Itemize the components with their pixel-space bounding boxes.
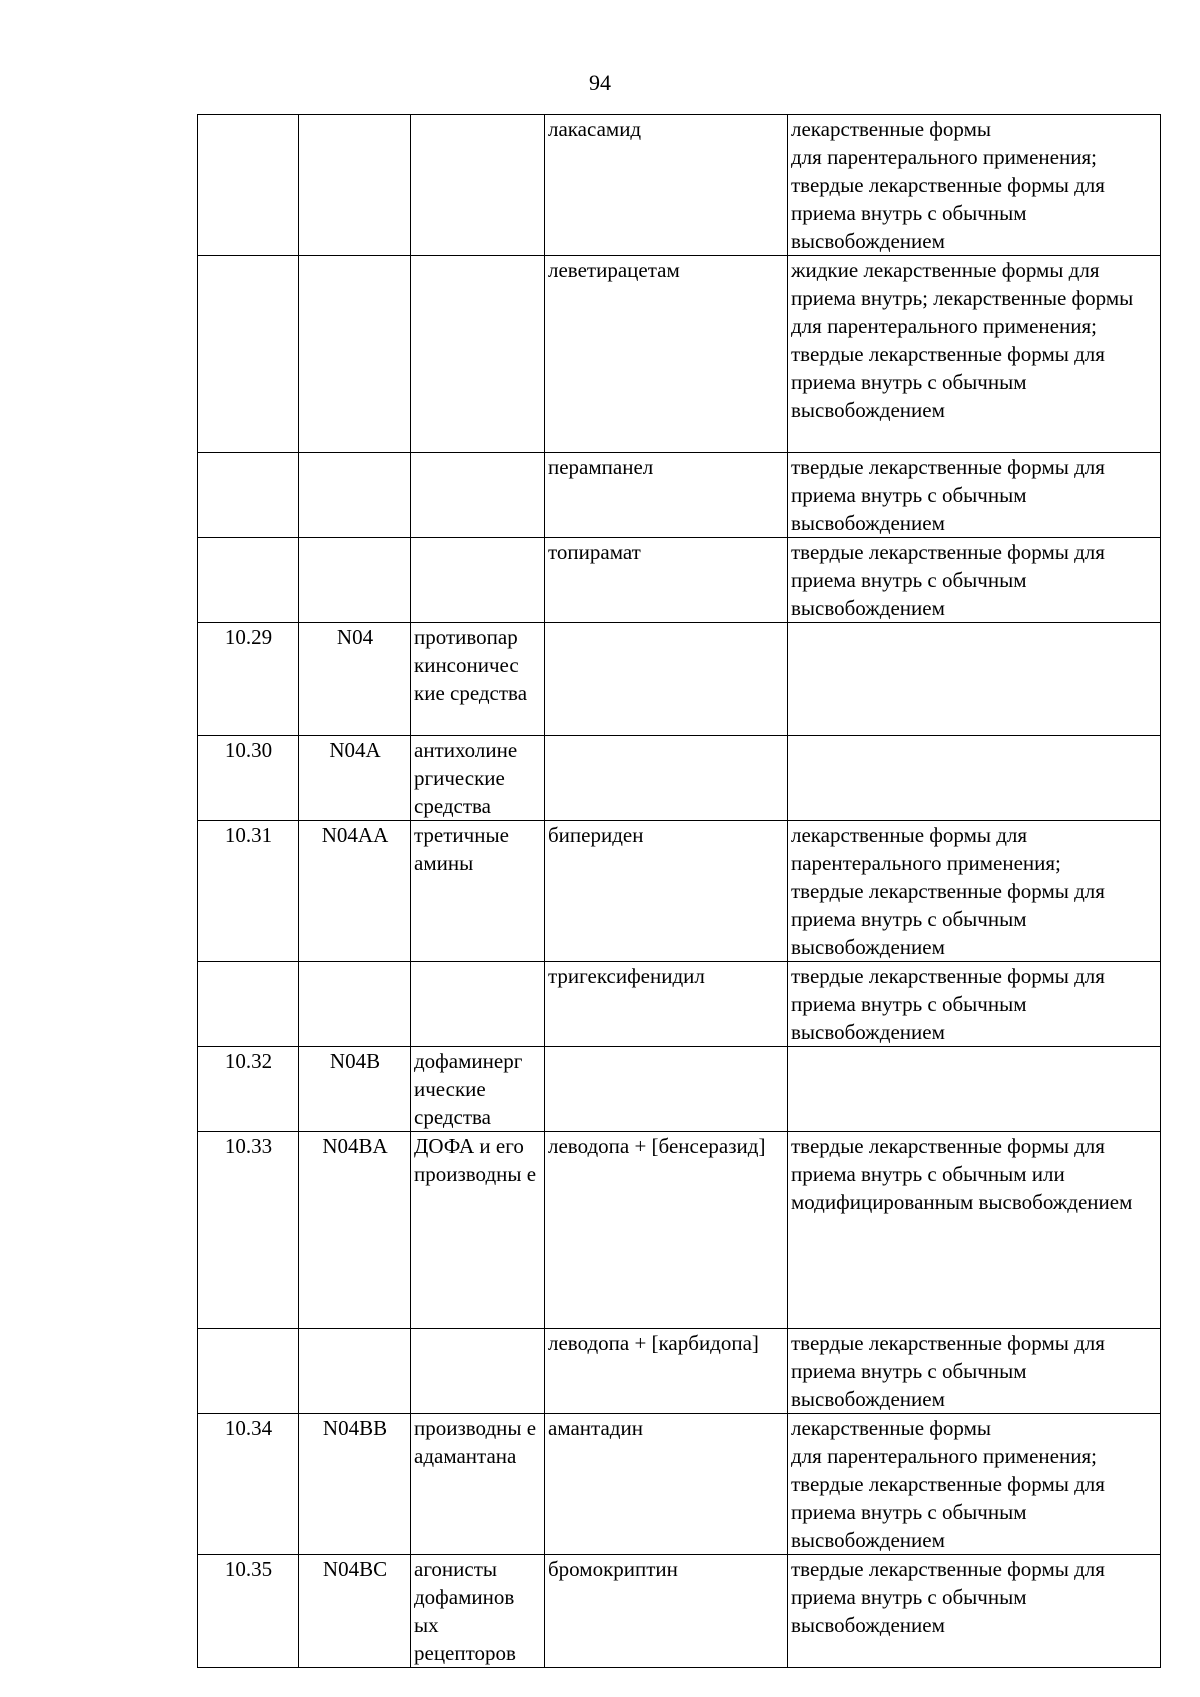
atc-code-cell [299, 1329, 411, 1414]
dosage-form-cell: жидкие лекарственные формы для приема внутрь; лекарственные формы для парентерального применения; твердые лекарственные формы для приема внутрь с обычным высвобождением [788, 256, 1161, 453]
table-row [198, 821, 1161, 962]
table-body [198, 115, 1161, 1668]
drug-name-cell [545, 623, 788, 736]
dosage-form-cell: лекарственные формы для парентерального применения; твердые лекарственные формы для приема внутрь с обычным высвобождением [788, 115, 1161, 256]
table-row [198, 962, 1161, 1047]
table-row [198, 1329, 1161, 1414]
table-row [198, 115, 1161, 256]
row-number-cell [198, 256, 299, 453]
dosage-form-cell [788, 623, 1161, 736]
row-number-cell: 10.30 [198, 736, 299, 821]
row-number-cell [198, 453, 299, 538]
row-number-cell: 10.34 [198, 1414, 299, 1555]
atc-code-cell: N04A [299, 736, 411, 821]
dosage-form-cell: твердые лекарственные формы для приема внутрь с обычным высвобождением [788, 1555, 1161, 1668]
drug-name-cell: леветирацетам [545, 256, 788, 453]
group-name-cell [411, 256, 545, 453]
atc-code-cell [299, 538, 411, 623]
dosage-form-cell [788, 1047, 1161, 1132]
group-name-cell: третичные амины [411, 821, 545, 962]
group-name-cell: производны е адамантана [411, 1414, 545, 1555]
drug-name-cell [545, 736, 788, 821]
atc-code-cell [299, 453, 411, 538]
dosage-form-cell [788, 736, 1161, 821]
row-number-cell: 10.33 [198, 1132, 299, 1329]
atc-code-cell: N04BB [299, 1414, 411, 1555]
drug-name-cell: лакасамид [545, 115, 788, 256]
group-name-cell [411, 1329, 545, 1414]
drug-name-cell: бипериден [545, 821, 788, 962]
page-number: 94 [589, 70, 611, 95]
dosage-form-cell: твердые лекарственные формы для приема внутрь с обычным высвобождением [788, 453, 1161, 538]
dosage-form-cell: лекарственные формы для парентерального применения; твердые лекарственные формы для приема внутрь с обычным высвобождением [788, 821, 1161, 962]
table-row [198, 1555, 1161, 1668]
drug-name-cell: тригексифенидил [545, 962, 788, 1047]
row-number-cell [198, 962, 299, 1047]
row-number-cell [198, 1329, 299, 1414]
row-number-cell: 10.29 [198, 623, 299, 736]
group-name-cell [411, 115, 545, 256]
atc-code-cell [299, 962, 411, 1047]
dosage-form-cell: твердые лекарственные формы для приема внутрь с обычным высвобождением [788, 1329, 1161, 1414]
atc-code-cell: N04AA [299, 821, 411, 962]
row-number-cell: 10.35 [198, 1555, 299, 1668]
row-number-cell: 10.31 [198, 821, 299, 962]
group-name-cell [411, 538, 545, 623]
group-name-cell: дофаминерг ические средства [411, 1047, 545, 1132]
table-row [198, 256, 1161, 453]
atc-code-cell [299, 115, 411, 256]
group-name-cell: агонисты дофаминов ых рецепторов [411, 1555, 545, 1668]
table-row [198, 453, 1161, 538]
table-row [198, 623, 1161, 736]
atc-code-cell: N04BC [299, 1555, 411, 1668]
table-row [198, 1047, 1161, 1132]
group-name-cell: ДОФА и его производны е [411, 1132, 545, 1329]
row-number-cell [198, 115, 299, 256]
atc-code-cell: N04BA [299, 1132, 411, 1329]
table-row [198, 538, 1161, 623]
group-name-cell: противопар кинсоничес кие средства [411, 623, 545, 736]
drug-name-cell: перампанел [545, 453, 788, 538]
drug-name-cell: бромокриптин [545, 1555, 788, 1668]
table-row [198, 1414, 1161, 1555]
atc-code-cell: N04B [299, 1047, 411, 1132]
group-name-cell [411, 962, 545, 1047]
atc-code-cell [299, 256, 411, 453]
table-row [198, 736, 1161, 821]
drug-table [197, 114, 1161, 1668]
drug-name-cell: амантадин [545, 1414, 788, 1555]
row-number-cell: 10.32 [198, 1047, 299, 1132]
drug-name-cell [545, 1047, 788, 1132]
group-name-cell [411, 453, 545, 538]
row-number-cell [198, 538, 299, 623]
dosage-form-cell: лекарственные формы для парентерального применения; твердые лекарственные формы для приема внутрь с обычным высвобождением [788, 1414, 1161, 1555]
atc-code-cell: N04 [299, 623, 411, 736]
dosage-form-cell: твердые лекарственные формы для приема внутрь с обычным или модифицированным высвобождением [788, 1132, 1161, 1329]
drug-name-cell: леводопа + [бенсеразид] [545, 1132, 788, 1329]
group-name-cell: антихолине ргические средства [411, 736, 545, 821]
dosage-form-cell: твердые лекарственные формы для приема внутрь с обычным высвобождением [788, 538, 1161, 623]
drug-name-cell: топирамат [545, 538, 788, 623]
dosage-form-cell: твердые лекарственные формы для приема внутрь с обычным высвобождением [788, 962, 1161, 1047]
table-row [198, 1132, 1161, 1329]
drug-name-cell: леводопа + [карбидопа] [545, 1329, 788, 1414]
